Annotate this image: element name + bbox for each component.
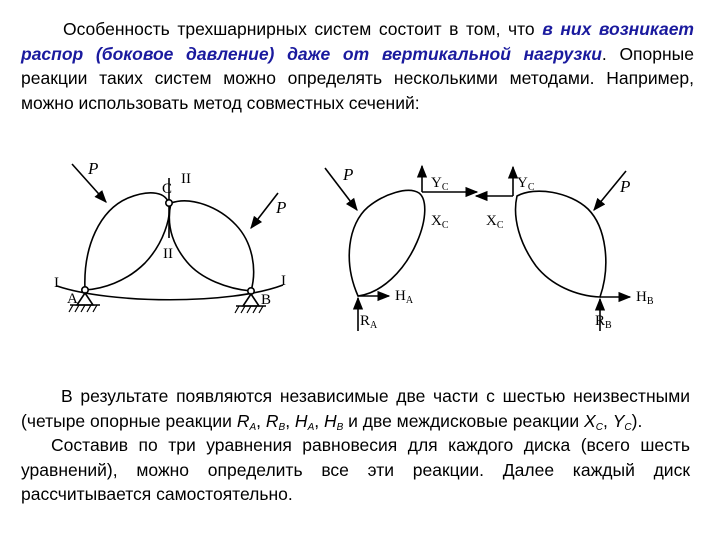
result-paragraph <box>21 384 690 433</box>
support-a-triangle <box>77 293 93 305</box>
var-xc-letter: X <box>584 410 596 431</box>
section-i-label-right: I <box>281 273 286 289</box>
result-text-2: и две междисковые реакции <box>343 410 585 431</box>
separated-right-disk-outline <box>516 191 606 297</box>
separated-right-hb-label: $H_B$ <box>636 289 654 307</box>
section-ii-label-top: II <box>181 171 191 187</box>
support-b-label: B <box>261 292 272 308</box>
var-hb-letter: H <box>323 410 337 431</box>
var-ha-letter: H <box>294 410 308 431</box>
support-b-hatch <box>235 306 263 313</box>
intro-highlight-text: в них возникает распор (боковое давление) даже от вертикальной нагрузки <box>21 19 694 64</box>
var-rb-sub: B <box>278 421 286 433</box>
left-disk-outline <box>85 193 169 290</box>
support-a-label: A <box>67 291 78 307</box>
result-text-1: В результате появляются независимые две части с шестью неизвестными (четыре опорные реакции <box>21 386 690 431</box>
separated-left-yc-label: $Y_C$ <box>431 175 449 193</box>
section-i-label-left: I <box>54 275 59 291</box>
sep-1: , <box>256 410 266 431</box>
hinge-c <box>166 200 172 206</box>
var-hb-sub: B <box>336 421 344 433</box>
separated-left-disk-outline <box>349 190 424 296</box>
load-label-left: P <box>88 159 99 178</box>
load-arrow-right <box>251 193 278 228</box>
var-ha-sub: A <box>307 421 315 433</box>
sep-4: , <box>602 410 613 431</box>
var-ra-letter: R <box>236 410 250 431</box>
result-text-3: ). <box>631 410 643 431</box>
separated-right-rb-label: $R_B$ <box>595 313 612 331</box>
intro-tail-text: . Опорные реакции таких систем можно определять несколькими методами. Например, можно использовать метод совместных сечений: <box>21 43 694 113</box>
var-rb-letter: R <box>265 410 279 431</box>
conclusion-paragraph: Составив по три уравнения равновесия для каждого диска (всего шесть уравнений), можно определить все эти реакции. Далее каждый диск рассчитывается самостоятельно. <box>21 435 690 505</box>
support-b-triangle <box>243 294 259 306</box>
separated-left-xc-label: $X_C$ <box>431 213 449 231</box>
separated-right-yc-label: $Y_C$ <box>517 175 535 193</box>
var-xc-sub: C <box>595 421 603 433</box>
separated-right-xc-label: $X_C$ <box>486 213 504 231</box>
load-label-right: P <box>276 198 287 217</box>
right-disk-outline <box>169 201 253 291</box>
section-ii-label-bottom: II <box>163 246 173 262</box>
separated-left-ha-label: $H_A$ <box>395 288 414 306</box>
separated-right-load-label: P <box>620 177 631 196</box>
var-yc-sub: C <box>624 421 632 433</box>
var-ra-sub: A <box>249 421 257 433</box>
sep-2: , <box>285 410 295 431</box>
separated-left-ra-label: $R_A$ <box>360 313 378 331</box>
intro-lead-text: Особенность трехшарнирных систем состоит в том, что <box>63 19 543 39</box>
sep-3: , <box>314 410 324 431</box>
separated-left-load-label: P <box>343 165 354 184</box>
var-yc-letter: Y <box>612 410 625 431</box>
hinge-c-label: C <box>162 181 173 197</box>
